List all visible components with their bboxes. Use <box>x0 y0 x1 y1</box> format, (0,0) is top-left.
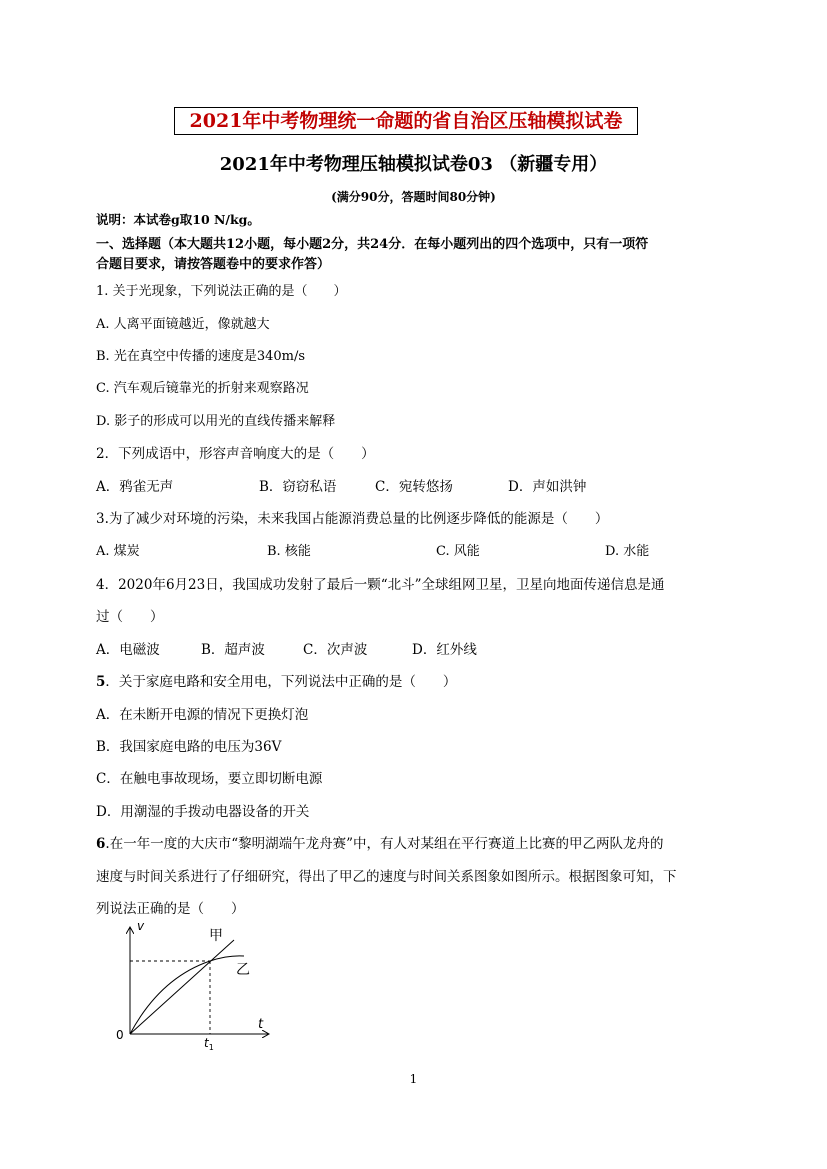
q5-option-c: C．在触电事故现场，要立即切断电源 <box>96 771 323 787</box>
q1-stem: 1. 关于光现象，下列说法正确的是（ ） <box>96 284 347 299</box>
section-heading-line2: 合题目要求，请按答题卷中的要求作答） <box>96 257 331 272</box>
q1-option-d: D. 影子的形成可以用光的直线传播来解释 <box>96 414 336 429</box>
q6-stem-line1 <box>96 832 664 852</box>
q2-option-b: B．窃窃私语 <box>259 479 337 495</box>
q3-stem: 3.为了减少对环境的污染，未来我国占能源消费总量的比例逐步降低的能源是（ ） <box>96 511 609 527</box>
q6-number: 6 <box>96 836 106 852</box>
velocity-time-graph <box>110 918 280 1058</box>
q5-stem-text: ．关于家庭电路和安全用电，下列说法中正确的是（ ） <box>105 674 457 690</box>
exam-note: 说明：本试卷g取10 N/kg。 <box>96 212 260 227</box>
q4-stem-line2: 过（ ） <box>96 609 164 625</box>
q6-stem-line3: 列说法正确的是（ ） <box>96 901 245 917</box>
page-title: 2021年中考物理压轴模拟试卷03 （新疆专用） <box>219 154 608 175</box>
curve-jia-label: 甲 <box>209 928 223 944</box>
q3-option-d: D. 水能 <box>605 544 650 559</box>
q3-option-a: A. 煤炭 <box>96 544 140 559</box>
q1-option-c: C. 汽车观后镜靠光的折射来观察路况 <box>96 381 309 396</box>
origin-label: 0 <box>116 1028 124 1042</box>
exam-info: (满分90分，答题时间80分钟) <box>331 190 496 204</box>
header-banner: 2021年中考物理统一命题的省自治区压轴模拟试卷 <box>174 107 638 135</box>
q2-option-a: A．鸦雀无声 <box>96 479 174 495</box>
y-axis-label: v <box>137 919 145 933</box>
q2-option-c: C．宛转悠扬 <box>375 479 453 495</box>
q1-option-b: B. 光在真空中传播的速度是340m/s <box>96 349 306 364</box>
q5-number: 5 <box>96 674 106 690</box>
q4-option-d: D．红外线 <box>412 642 477 658</box>
q5-option-a: A．在未断开电源的情况下更换灯泡 <box>96 707 309 723</box>
q4-option-c: C．次声波 <box>303 642 368 658</box>
q4-option-b: B．超声波 <box>201 642 265 658</box>
x-axis-label: t <box>258 1017 264 1032</box>
q4-stem-line1: 4．2020年6月23日，我国成功发射了最后一颗“北斗”全球组网卫星，卫星向地面传递信息是通 <box>96 577 665 593</box>
q2-option-d: D．声如洪钟 <box>508 479 587 495</box>
page-number: 1 <box>409 1072 418 1086</box>
q3-option-b: B. 核能 <box>267 544 311 559</box>
t1-label: $t_1$ <box>204 1036 214 1052</box>
q5-stem <box>96 670 456 690</box>
section-heading-line1: 一、选择题（本大题共12小题，每小题2分，共24分．在每小题列出的四个选项中，只有一项符 <box>96 237 649 252</box>
q3-option-c: C. 风能 <box>436 544 480 559</box>
curve-yi-label: 乙 <box>236 962 250 978</box>
curve-jia <box>130 940 234 1034</box>
q5-option-b: B．我国家庭电路的电压为36V <box>96 739 282 755</box>
q4-option-a: A．电磁波 <box>96 642 160 658</box>
q6-stem-line2: 速度与时间关系进行了仔细研究，得出了甲乙的速度与时间关系图象如图所示。根据图象可知，下 <box>96 869 677 885</box>
curve-yi <box>130 956 244 1034</box>
q6-stem-text: .在一年一度的大庆市“黎明湖端午龙舟赛”中，有人对某组在平行赛道上比赛的甲乙两队龙舟的 <box>105 836 664 852</box>
q1-option-a: A. 人离平面镜越近，像就越大 <box>96 317 270 332</box>
q2-stem: 2．下列成语中，形容声音响度大的是（ ） <box>96 446 375 462</box>
q5-option-d: D．用潮湿的手拨动电器设备的开关 <box>96 804 310 820</box>
